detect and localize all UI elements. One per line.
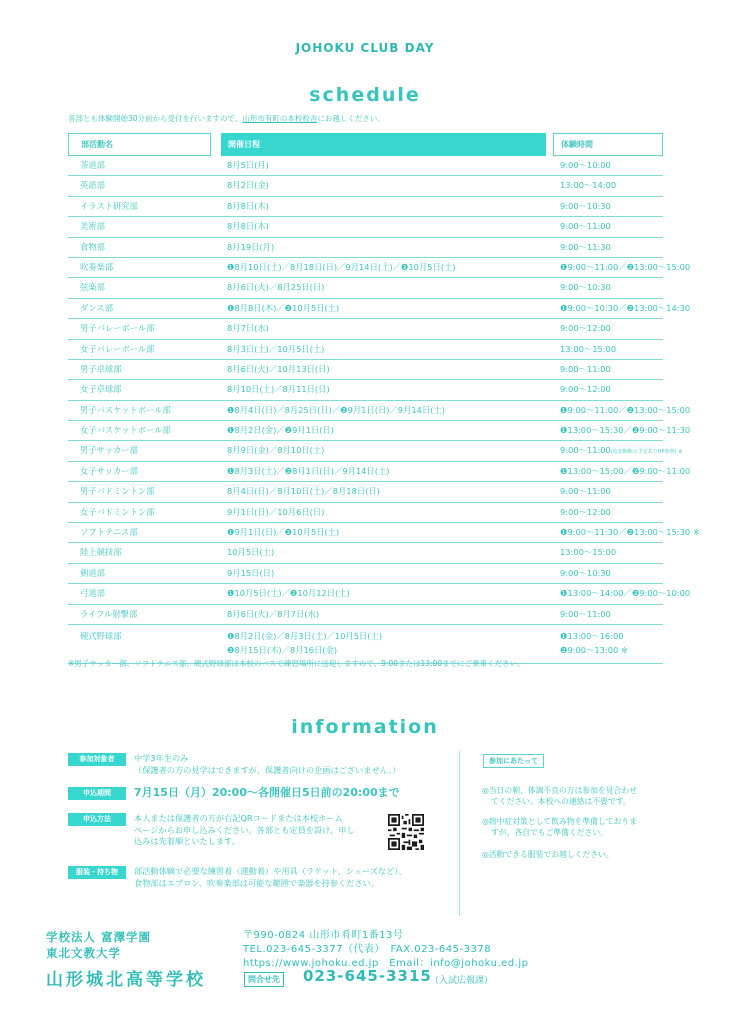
club-time bbox=[553, 625, 663, 663]
club-time bbox=[553, 503, 663, 522]
club-dates: 8月7日(水) bbox=[227, 323, 269, 334]
club-name: 女子バレーボール部 bbox=[80, 343, 155, 354]
table-row bbox=[68, 278, 663, 298]
table-row bbox=[68, 401, 691, 421]
schedule-table bbox=[68, 133, 700, 664]
club-time bbox=[553, 217, 663, 236]
time-value: 9:00〜11:30 bbox=[560, 241, 611, 252]
club-name: 陸上競技部 bbox=[80, 547, 122, 558]
lead-pre: 各部とも体験開始30分前から受付を行いますので、 bbox=[68, 114, 243, 123]
table-row bbox=[68, 605, 663, 625]
club-time bbox=[553, 197, 663, 216]
club-name: 茶道部 bbox=[80, 160, 105, 170]
club-name: ダンス部 bbox=[80, 302, 114, 313]
table-header bbox=[68, 133, 663, 156]
table-row bbox=[68, 217, 663, 237]
target-text bbox=[134, 753, 401, 776]
notice-item bbox=[482, 849, 614, 860]
phone-fax: TEL.023-645-3377（代表） FAX.023-645-3378 bbox=[243, 944, 492, 955]
lead-underlined: 山形市有町の本校校舎 bbox=[242, 114, 318, 123]
club-name: 食物部 bbox=[80, 241, 105, 252]
club-dates: ❶8月4日(日)／8月25日(日)／❷9月1日(日)／9月14日(土) bbox=[227, 404, 446, 415]
club-dates: 8月2日(金) bbox=[227, 180, 269, 191]
time-value: ❶9:00〜11:00／❷13:00〜15:00 bbox=[560, 404, 691, 415]
time-value: 13:00〜15:00 bbox=[560, 547, 617, 558]
club-time bbox=[553, 176, 663, 195]
club-name: ソフトテニス部 bbox=[80, 527, 138, 538]
club-dates: 8月19日(月) bbox=[227, 241, 275, 252]
time-value: 9:00〜11:00 bbox=[560, 486, 611, 497]
dates-line-2: ❷8月15日(木)／8月16日(金) bbox=[227, 644, 338, 655]
time-value: 9:00〜10:30 bbox=[560, 567, 611, 578]
club-time bbox=[553, 462, 691, 481]
period-label: 申込期間 bbox=[68, 787, 126, 800]
club-time bbox=[553, 299, 691, 318]
notice-line: すが、各自でもご準備ください。 bbox=[491, 828, 608, 837]
time-value: ❶9:00〜10:30／❷13:00〜14:30 bbox=[560, 302, 691, 313]
club-name: 女子バドミントン部 bbox=[80, 506, 155, 517]
club-name: 女子サッカー部 bbox=[80, 465, 138, 476]
club-time bbox=[553, 401, 691, 420]
attire-label: 服装・持ち物 bbox=[68, 866, 126, 879]
club-time bbox=[553, 238, 663, 257]
information-heading: information bbox=[291, 716, 439, 738]
club-name: 硬式野球部 bbox=[80, 630, 122, 641]
club-dates: 8月8日(木) bbox=[227, 221, 269, 232]
school-corp: 学校法人 富澤学園 bbox=[46, 930, 152, 944]
club-name: ライフル射撃部 bbox=[80, 608, 138, 619]
notice-line: てください。本校への連絡は不要です。 bbox=[491, 797, 631, 806]
club-dates: 9月1日(日)／10月6日(日) bbox=[227, 506, 325, 517]
time-value: 9:00〜11:00 bbox=[560, 221, 611, 232]
method-line-2: ページからお申し込みください。各部とも定員を設け、申し bbox=[134, 824, 355, 835]
table-row bbox=[68, 360, 663, 380]
header-dates: 開催日程 bbox=[221, 133, 546, 156]
club-name: 美術部 bbox=[80, 221, 105, 232]
qr-code-icon[interactable] bbox=[388, 814, 424, 850]
address: 〒990-0824 山形市肴町1番13号 bbox=[243, 930, 404, 941]
time-value: 9:00〜12:00 bbox=[560, 384, 611, 395]
club-name: 吹奏楽部 bbox=[80, 261, 114, 272]
web-email[interactable]: https://www.johoku.ed.jp Email：info@johoku.ed.jp bbox=[243, 958, 529, 969]
club-time bbox=[553, 523, 700, 542]
table-body bbox=[68, 156, 700, 625]
method-line-1: 本人または保護者の方が右記QRコードまたは本校ホーム bbox=[134, 813, 343, 823]
club-time bbox=[553, 543, 663, 562]
table-row bbox=[68, 340, 663, 360]
club-dates: ❶10月5日(土)／❷10月12日(土) bbox=[227, 588, 350, 599]
club-time bbox=[553, 421, 691, 440]
time-value: 9:00〜11:00 bbox=[560, 608, 611, 619]
target-label: 参加対象者 bbox=[68, 753, 126, 766]
school-university: 東北文教大学 bbox=[46, 946, 121, 960]
time-value: 9:00〜12:00 bbox=[560, 506, 611, 517]
time-line-1: ❶13:00〜16:00 bbox=[560, 630, 624, 641]
table-row bbox=[68, 421, 691, 441]
target-line-1: 中学3年生のみ bbox=[134, 753, 189, 763]
schedule-heading: schedule bbox=[309, 84, 421, 106]
club-name: 弦楽部 bbox=[80, 282, 105, 293]
info-divider bbox=[459, 751, 460, 916]
club-dates: 8月6日(火)／10月13日(日) bbox=[227, 363, 330, 374]
table-row bbox=[68, 299, 691, 319]
table-row bbox=[68, 156, 663, 176]
table-row bbox=[68, 482, 663, 502]
club-dates: 9月15日(日) bbox=[227, 567, 275, 578]
club-time bbox=[553, 340, 663, 359]
contact-number[interactable]: 023-645-3315 bbox=[303, 967, 432, 985]
club-time bbox=[553, 156, 663, 175]
club-time bbox=[553, 380, 663, 399]
club-dates: 10月5日(土) bbox=[227, 547, 275, 558]
table-row bbox=[68, 584, 691, 604]
method-line-3: 込みは先着順といたします。 bbox=[134, 836, 240, 846]
time-value: ❶13:00〜15:00／❷9:00〜11:00 bbox=[560, 465, 691, 476]
table-row bbox=[68, 258, 691, 278]
target-line-2: （保護者の方の見学はできますが、保護者向けの企画はございません。） bbox=[134, 764, 401, 775]
header-time: 体験時間 bbox=[553, 133, 663, 156]
notice-line: ◎活動できる服装でお越しください。 bbox=[482, 850, 614, 859]
contact-dept: （入試広報課） bbox=[430, 976, 494, 986]
attire-text bbox=[134, 866, 407, 889]
table-row bbox=[68, 543, 663, 563]
club-time bbox=[553, 319, 663, 338]
lead-post: にお越しください。 bbox=[317, 114, 385, 123]
method-text bbox=[134, 813, 355, 848]
contact-label: 問合せ先 bbox=[244, 972, 284, 987]
notice-item bbox=[482, 785, 637, 807]
attire-line-1: 部活動体験で必要な練習着（運動着）や用具（ラケット、シューズなど）、 bbox=[134, 866, 407, 876]
club-name: 男子バドミントン部 bbox=[80, 486, 155, 497]
table-row bbox=[68, 503, 663, 523]
time-value: ❶9:00〜11:00／❷13:00〜15:00 bbox=[560, 261, 691, 272]
club-dates: ❶9月1日(日)／❷10月5日(土) bbox=[227, 527, 340, 538]
table-row bbox=[68, 176, 663, 196]
club-dates: ❶8月10日(土)／8月18日(日)／9月14日(土)／❷10月5日(土) bbox=[227, 261, 456, 272]
notice-line: ◎熱中症対策として飲み物を準備しておりま bbox=[482, 817, 637, 826]
club-name: イラスト研究部 bbox=[80, 200, 138, 211]
time-value: 9:00〜12:00 bbox=[560, 323, 611, 334]
table-row bbox=[68, 319, 663, 339]
club-name: 男子卓球部 bbox=[80, 363, 122, 374]
club-dates: 8月10日(土)／8月11日(日) bbox=[227, 384, 330, 395]
club-time bbox=[553, 564, 663, 583]
club-time bbox=[553, 278, 663, 297]
club-name: 弓道部 bbox=[80, 588, 105, 599]
club-name: 女子卓球部 bbox=[80, 384, 122, 395]
time-value: 13:00〜14:00 bbox=[560, 180, 617, 191]
club-name: 剣道部 bbox=[80, 567, 105, 578]
club-time bbox=[553, 605, 663, 624]
club-time bbox=[553, 441, 683, 460]
club-dates: 8月8日(木) bbox=[227, 200, 269, 211]
table-row bbox=[68, 523, 700, 543]
lead-text bbox=[68, 113, 385, 124]
table-row bbox=[68, 441, 683, 461]
notice-title: 参加にあたって bbox=[483, 754, 544, 768]
club-time bbox=[553, 360, 663, 379]
table-row bbox=[68, 197, 663, 217]
club-dates: ❶8月8日(木)／❷10月5日(土) bbox=[227, 302, 340, 313]
attire-line-2: 食物部はエプロン、吹奏楽部は可能な範囲で楽器を持参ください。 bbox=[134, 877, 379, 888]
time-value: ❶13:00〜15:30／❷9:00〜11:30 bbox=[560, 425, 691, 436]
club-name: 男子バスケットボール部 bbox=[80, 404, 171, 415]
table-row bbox=[68, 380, 663, 400]
time-note: (追加開催の予定ありHP参照) ※ bbox=[610, 449, 683, 456]
dates-line-1: ❶8月2日(金)／8月3日(土)／10月5日(土) bbox=[227, 630, 383, 641]
time-value: 9:00〜11:00 bbox=[560, 445, 611, 456]
club-time bbox=[553, 258, 691, 277]
club-dates: 8月4日(日)／8月10日(土)／8月18日(日) bbox=[227, 486, 380, 497]
club-name: 英語部 bbox=[80, 180, 105, 191]
time-value: 9:00〜10:00 bbox=[560, 160, 611, 170]
club-name: 男子サッカー部 bbox=[80, 445, 138, 456]
method-label: 申込方法 bbox=[68, 813, 126, 826]
table-row bbox=[68, 238, 663, 258]
club-time bbox=[553, 482, 663, 501]
time-value: 13:00〜15:00 bbox=[560, 343, 617, 354]
period-text: 7月15日（月）20:00〜各開催日5日前の20:00まで bbox=[134, 786, 400, 799]
time-value: ❶13:00〜14:00／❷9:00〜10:00 bbox=[560, 588, 691, 599]
time-value: 9:00〜10:30 bbox=[560, 200, 611, 211]
time-value: 9:00〜10:30 bbox=[560, 282, 611, 293]
notice-line: ◎当日の朝、体調不良の方は参加を見合わせ bbox=[482, 786, 637, 795]
club-dates: ❶8月2日(金)／❷9月1日(日) bbox=[227, 425, 335, 436]
club-dates: 8月5日(月) bbox=[227, 160, 269, 170]
time-value: 9:00〜11:00 bbox=[560, 363, 611, 374]
club-dates: ❶8月3日(土)／❷8月1日(日)／9月14日(土) bbox=[227, 465, 390, 476]
header-club: 部活動名 bbox=[68, 133, 211, 156]
club-name: 男子バレーボール部 bbox=[80, 323, 155, 334]
school-name: 山形城北高等学校 bbox=[46, 970, 206, 990]
time-value: ❶9:00〜11:30／❷13:00〜15:30 ※ bbox=[560, 527, 700, 538]
notice-item bbox=[482, 816, 637, 838]
club-name: 女子バスケットボール部 bbox=[80, 425, 171, 436]
club-dates: 8月6日(火)／8月25日(日) bbox=[227, 282, 325, 293]
footnote: ※男子サッカー部、ソフトテニス部、硬式野球部は本校のバスで練習場所に送迎しますので、9:00または13:00までにご乗車ください。 bbox=[68, 659, 525, 668]
table-row bbox=[68, 462, 691, 482]
eyebrow-title: JOHOKU CLUB DAY bbox=[295, 41, 435, 55]
club-dates: 8月3日(土)／10月5日(土) bbox=[227, 343, 325, 354]
club-dates: 8月9日(金)／8月10日(土) bbox=[227, 445, 325, 456]
time-line-2: ❷9:00〜13:00 ※ bbox=[560, 644, 628, 655]
table-row bbox=[68, 564, 663, 584]
club-dates: 8月6日(火)／8月7日(水) bbox=[227, 608, 320, 619]
club-time bbox=[553, 584, 691, 603]
